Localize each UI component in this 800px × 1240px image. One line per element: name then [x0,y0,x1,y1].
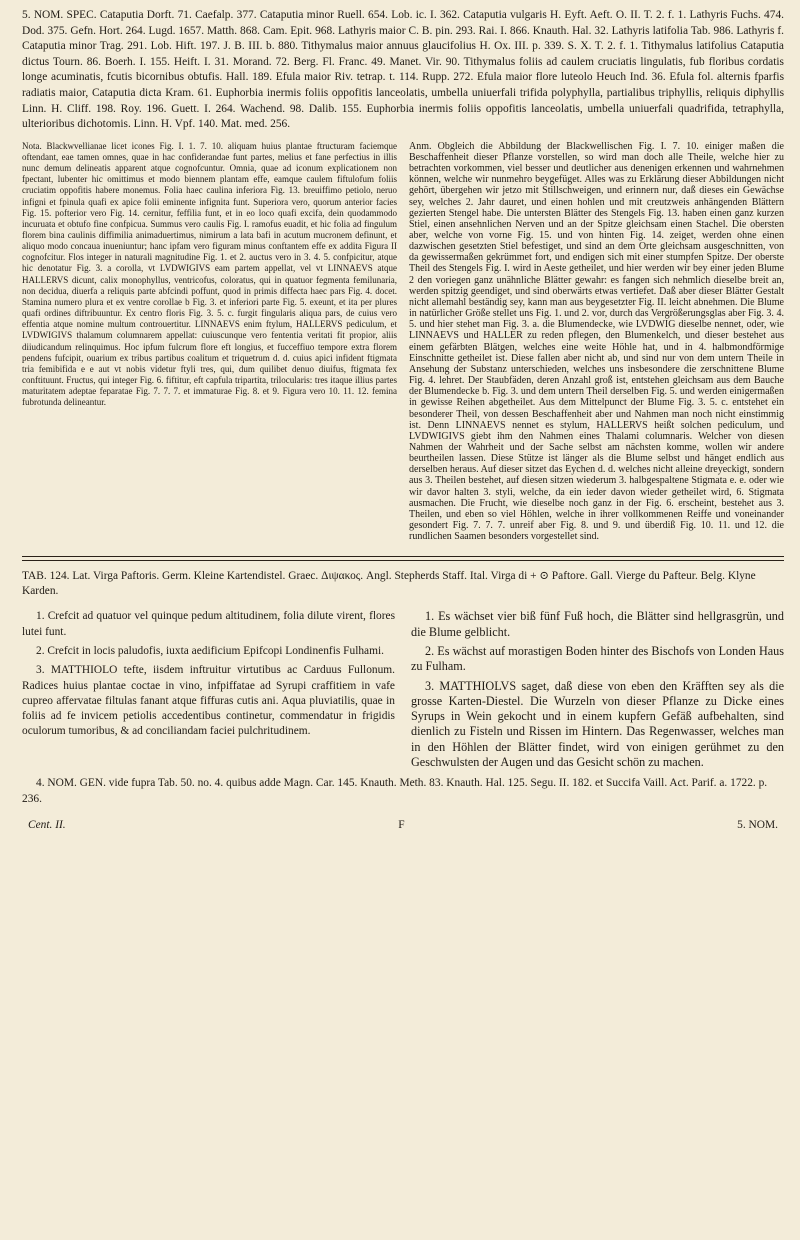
german-description [411,609,784,774]
latin-item: 2. Crefcit in locis paludofis, iuxta aedificium Epifcopi Londinenfis Fulhami. [36,644,384,657]
plate-description-columns [22,609,784,774]
german-note: Anm. Obgleich die Abbildung der Blackwellischen Fig. I. 7. 10. einiger maßen die Beschaffenheit dieser Pflanze vorstellen, so wird man doch alle Theile, welche hier zu betrachten vorkommen, viel besser und deutlicher aus denenigen erkennen und wahrnehmen können, welche wir nunmehro beygefüget. Alles was zu Erklärung dieser Abbildungen nicht gehört, übergehen wir jetzo mit Stillschweigen, und erinnern nur, daß dieses ein Gewächse sey, welches 2. Jahr dauret, und einen hohlen und mit creutzweis anhängenden Blättern gezierten Stengel habe. Die untersten Blätter des Stengels Fig. 13. haben einen ganz kurzen Stiel, einen ansehnlichen Nerven und an der Spitze gleichsam einen Stachel. Die obersten aber, welche von vorne Fig. 15. und von hinten Fig. 14. zeiget, werden ohne einen dazwischen gesetzten Stiel befestiget, und sind an dem Orte gleichsam ausgeschnitten, von da gewissermaßen gekrümmet fort, und endigen sich mit einer stumpfen Spitze. Der oberste Theil des Stengels Fig. I. wird in Aeste getheilet, und hier werden wir bey einer jeden Blume 2 den voriegen ganz unähnliche Blätter gewahr: es fangen sich nehmlich dieselbe breit an, werden spitzig geendiget, und sind oberwärts etwas vertiefet. Daß aber dieser Blätter Gestalt nicht allemahl beständig sey, kann man aus beygesetzter Fig. II. leicht abnehmen. Die Blume in natürlicher Größe stellet uns Fig. 1. und 2. vor, durch das Vergrößerungsglas aber Fig. 3. 4. 5. und hier stehet man Fig. 3. a. die Blumendecke, wie LVDWIG dieselbe nennet, oder, wie LINNAEVS und HALLER zu reden pflegen, den Blumenkelch, und dieser bestehet aus einem gefärbten Blätgen, welches eine weite Höhle hat, und in 4. halbmondförmige Einschnitte getheilet ist. Diese fallen aber nicht ab, und sind nur von dem untern Theile in Ansehung der Substanz unterschieden, welches uns insbesondere die zerschnittene Blume Fig. 4. lehret. Der Staubfäden, deren Anzahl groß ist, entstehen gleichsam aus dem Bauche der Blumendecke b. Fig. 3. und dem untern Theil derselben Fig. 5. und werden einigermaßen in gewisse Reihen abgetheilet. Aus dem Mittelpunct der Blume Fig. 3. 5. c. entstehet ein besonderer Theil, von dessen Beschaffenheit aber und Nahmen man noch nicht einstimmig ist. Denn LINNAEVS nennet es stylum, HALLERVS heißt solchen pediculum, und LVDWIGIVS giebt ihm den Nahmen eines Thalami columnaris. Welcher von diesen Nahmen der Wahrheit und der Sache selbst am nächsten komme, wollen wir andere beurtheilen lassen. Diese Stütze ist länger als die Blume selbst und hänget endlich aus derselben heraus. Auf dieser sitzet das Eychen d. d. welches nicht alleine dreyeckigt, sondern aus 3. Theilen bestehet, auf diesen sitzen wiederum 3. halbgespaltene Stigmata e. e. oder wie wir davor halten 3. styli, welche, da ein ieder davon wieder getheilet wird, 6. Stigmata ausmachen. Die Frucht, wie dieselbe noch ganz in der Fig. 6. erscheint, bestehet aus 3. Theilen, und eben so viel Höhlen, welche in ihrer vollkommenen Reiffe und voneinander gesondert Fig. 7. 7. 7. unreif aber Fig. 8. und 9. und überdiß Fig. 10. 11. und 12. die rundlichen Saamen besonders vorgestellet sind. [409,140,784,543]
footer-century: Cent. II. [28,818,66,831]
plate-heading: TAB. 124. Lat. Virga Paftoris. Germ. Kleine Kartendistel. Graec. Διψακος. Angl. Stepherds Staff. Ital. Virga di + ⊙ Paftore. Gall. Vierge du Pafteur. Belg. Klyne Karden. [22,570,756,598]
german-item: 3. MATTHIOLVS saget, daß diese von eben den Kräfften sey als die grosse Karten-Diestel. Die Wurzeln von dieser Pflanze zu Dicke eines Syrups in Wein gekocht und in einem kupfern Gefäß aufbehalten, sind dienlich zu Fisteln und Rissen im Hintern. Das Regenwasser, welches man in den Höhlen der Blätter findet, wird von einigen gerühmet zu den Geschwulsten der Augen und das Gesicht schön zu machen. [411,678,784,770]
section-divider [22,556,784,561]
annotation-columns [22,141,784,543]
footer-catchword: 5. NOM. [737,818,778,831]
footer-signature: F [398,818,405,831]
latin-description [22,609,395,774]
species-nomenclature: 5. NOM. SPEC. Cataputia Dorft. 71. Caefalp. 377. Cataputia minor Ruell. 654. Lob. ic. I. 362. Cataputia vulgaris H. Eyft. Aeft. O. II. T. 2. f. 1. Lathyris Fuchs. 474. Dod. 375. Gefn. Hort. 264. Lugd. 1657. Matth. 868. Cam. Epit. 968. Lathyris maior C. B. pin. 293. Rai. I. 866. Knauth. Hal. 32. Lathyris latifolia Tab. 986. Lathyris f. Cataputia minor Trag. 291. Lob. Hift. 197. J. B. III. b. 880. Tithymalus maior annuus glaucifolius H. Ox. III. p. 339. S. X. T. 2. f. 1. Tithymalus latifolius Cataputia dictus Tourn. 86. Boerh. I. 155. Heift. I. 31. Morand. 72. Berg. Fl. Franc. 49. Manet. Vir. 90. Tithymalus foliis ad caulem cruciatis lingulatis, fub floribus cordatis longe acuminatis, fcutis bicornibus obtufis. Hall. 189. Efula maior Riv. tetrap. t. 114. Rupp. 272. Efula maior flore luteolo Heuch Ind. 36. Efula fol. alternis fparfis radiatis maior, Cataputia dicta Kram. 61. Euphorbia inermis foliis oppofitis lanceolatis, umbella uniuerfali trifida polyphylla, partialibus triphyllis, reliquis diphyllis Linn. H. Cliff. 198. Roy. 196. Guett. I. 264. Wachend. 98. Dalib. 155. Euphorbia inermis foliis oppofitis lanceolatis, umbella uniuerfali quadrifida, tetraphylla, ulterioribus dichotomis. Linn. H. Vpf. 140. Mat. med. 256. [22,9,784,131]
page-footer [22,819,784,831]
latin-item: 3. MATTHIOLO tefte, iisdem inftruitur virtutibus ac Carduus Fullonum. Radices huius plantae coctae in vino, infpiffatae ad Syrupi craffitiem in vafe cupreo affervatae filtulas fanant atque fiffuras cutis ani. Aqua pluviatilis, quae in foliis ad fe invicem petiolis accedentibus continetur, commendatur in frigidis oculorum tumoribus, & ad conciliandam faciei pulchritudinem. [22,664,395,738]
latin-note: Nota. Blackwvellianae licet icones Fig. I. 1. 7. 10. aliquam huius plantae ftructuram faciemque oftendant, eae tamen omnes, quae in hac confiderandae funt partes, melius et fane perfectius in illis nunc demum delineatis apparent atque cognofcuntur. Omnia, quae ad iconum explicationem non fpectant, lubenter hic omittimus et modo biennem plantam effe, eamque caulem fiftulofum foliis cruciatim oppofitis habere monemus. Folia haec caulina inferiora Fig. 13. breuiffimo petiolo, neruo infigni et fpinula quafi ex apice folii eminente infignita funt. Superiora vero, quorum anterior facies Fig. 15. pofterior vero Fig. 14. cernitur, feffilia funt, et in eo loco quafi excifa, dein quodammodo incuruata et obtufo fine confpicua. Summus vero caulis Fig. I. ramofus euadit, et hic folia ad fingulum florem bina caulinis diffimilia animaduertimus, nimirum a lata bafi in acutum mucronem definunt, et aliquo modo concaua inueniuntur; hanc ipfam vero figuram minus conftantem effe ex addita Figura II cognofcitur. Flos integer in naturali magnitudine Fig. 1. et 2. auctus vero in 3. 4. 5. confpicitur, atque hic denotatur Fig. 3. a corolla, vt LVDWIGIVS eam partem appellat, vel vt LINNAEVS atque HALLERVS dicunt, calix monophyllus, ventricofus, coloratus, qui in quatuor fegmenta femilunaria, non decidua, diuerfa a reliquis parte abfcindi poffunt, quod in primis diffecta haec pars Fig. 4. docet. Stamina numero plura et ex ventre corollae b Fig. 3. et inferiori parte Fig. 5. exeunt, et ita per plures quafi ordines diftribuuntur. Ex centro floris Fig. 3. 5. c. furgit fingularis aliqua pars, de cuius vero effentia atque nomine multum controuertitur. LINNAEVS enim ftylum, HALLERVS pediculum, et LVDWIGIVS thalamum columnarem appellat: cuiuscunque vero fententia veritati fit propior, aliis diiudicandum relinquimus. Hoc ipfum fulcrum flore eft longius, et fucceffiuo tempore extra florem pendens fufcipit, ouarium ex tribus partibus coalitum et triquetrum d. d. cuius apici infident ftigmata tria femibifida e e aut vt nobis videtur ftyli tres, qui, dum quilibet denuo diuifus, ftigmata fex conftituunt. Fructus, qui integer Fig. 6. fiftitur, eft capfula tripartita, trilocularis: tres itaque illius partes maturitatem adeptae feparatae Fig. 7. 7. 7. et immaturae Fig. 8. et 9. Figura vero 10. 11. 12. femina fubrotunda delineantur. [22,140,397,408]
german-item: 2. Es wächst auf morastigen Boden hinter des Bischofs von Londen Haus zu Fulham. [411,643,784,674]
book-page [22,8,784,1232]
german-item: 1. Es wächset vier biß fünf Fuß hoch, die Blätter sind hellgrasgrün, und die Blume gelblicht. [411,609,784,639]
latin-item: 1. Crefcit ad quatuor vel quinque pedum altitudinem, folia dilute virent, flores lutei funt. [22,610,395,638]
genus-nomenclature: 4. NOM. GEN. vide fupra Tab. 50. no. 4. quibus adde Magn. Car. 145. Knauth. Meth. 83. Knauth. Hal. 125. Segu. II. 182. et Succifa Vaill. Act. Parif. a. 1722. p. 236. [22,777,768,805]
